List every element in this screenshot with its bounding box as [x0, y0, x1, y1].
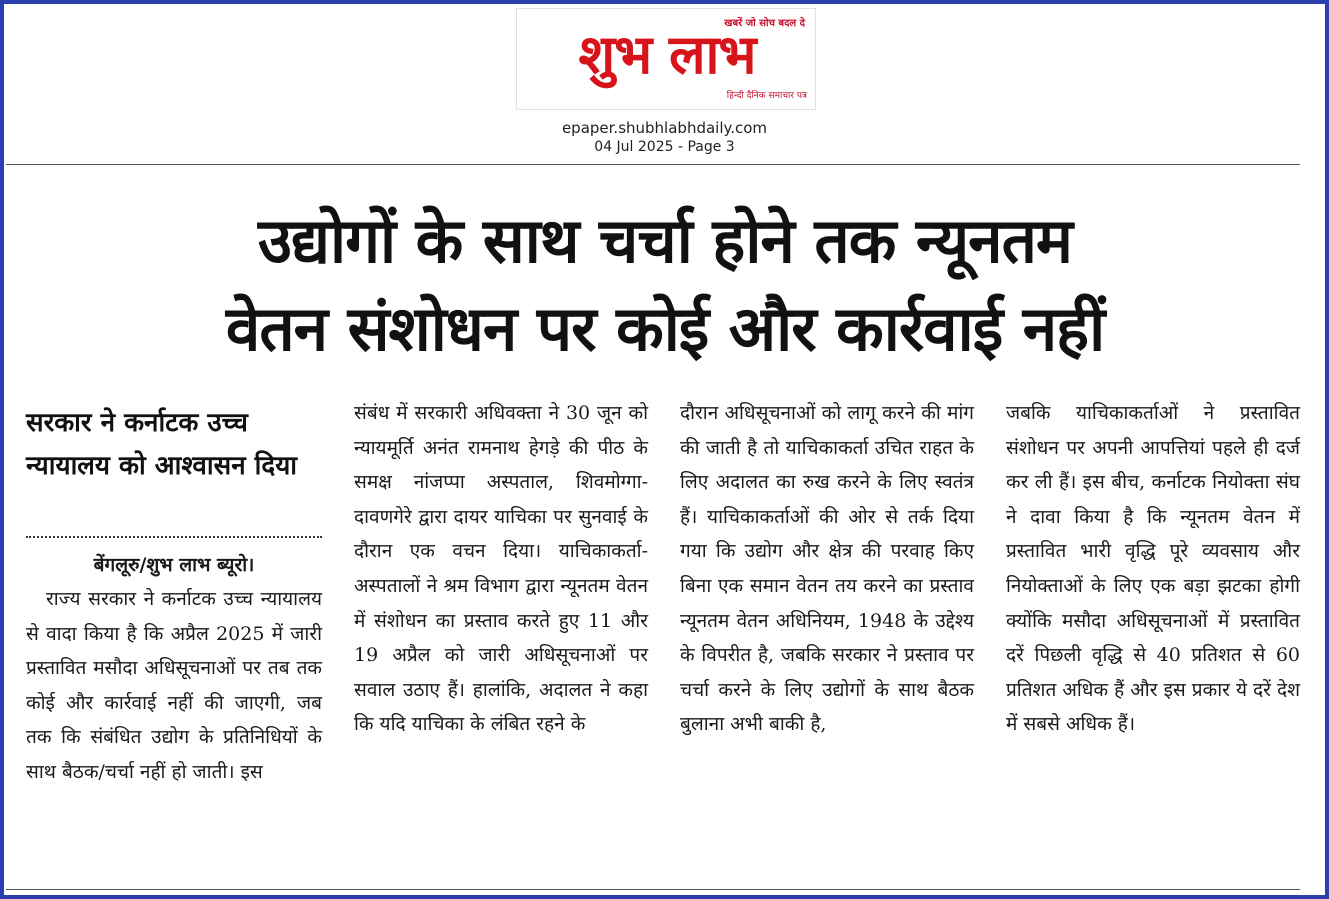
article-column-1: राज्य सरकार ने कर्नाटक उच्च न्यायालय से वादा किया है कि अप्रैल 2025 में जारी प्रस्तावित मसौदा अधिसूचनाओं पर तब तक कोई और कार्रवाई नहीं की जाएगी, जब तक कि संबंधित उद्योग के प्रतिनिधियों के साथ बैठक/चर्चा नहीं हो जाती। इस [26, 588, 322, 783]
logo-text: शुभ लाभ [578, 23, 756, 86]
top-divider [6, 164, 1300, 165]
masthead-subtitle: हिन्दी दैनिक समाचार पत्र [726, 91, 807, 101]
article-column-4: जबकि याचिकाकर्ताओं ने प्रस्तावित संशोधन पर अपनी आपत्तियां पहले ही दर्ज कर ली हैं। इस बीच, कर्नाटक नियोक्ता संघ ने दावा किया है कि न्यूनतम वेतन में प्रस्तावित भारी वृद्धि पूरे व्यवसाय और नियोक्ताओं के लिए एक बड़ा झटका होगी क्योंकि मसौदा अधिसूचनाओं में प्रस्तावित दरें पिछली वृद्धि से 40 प्रतिशत से 60 प्रतिशत अधिक हैं और इस प्रकार ये दरें देश में सबसे अधिक हैं। [1006, 402, 1300, 736]
headline-line-1: उद्योगों के साथ चर्चा होने तक न्यूनतम [258, 204, 1072, 277]
date-page: 04 Jul 2025 - Page 3 [594, 139, 735, 155]
masthead-logo[interactable] [516, 8, 816, 110]
sub-headline: सरकार ने कर्नाटक उच्च न्यायालय को आश्वासन दिया [26, 408, 298, 481]
bottom-divider [6, 889, 1300, 890]
article-column-2: संबंध में सरकारी अधिवक्ता ने 30 जून को न्यायमूर्ति अनंत रामनाथ हेगड़े की पीठ के समक्ष नांजप्पा अस्पताल, शिवमोग्गा-दावणगेरे द्वारा दायर याचिका पर सुनवाई के दौरान एक वचन दिया। याचिकाकर्ता-अस्पतालों ने श्रम विभाग द्वारा न्यूनतम वेतन में संशोधन का प्रस्ताव करते हुए 11 और 19 अप्रैल को जारी अधिसूचनाओं पर सवाल उठाए हैं। हालांकि, अदालत ने कहा कि यदि याचिका के लंबित रहने के [354, 402, 648, 736]
masthead-tagline: खबरें जो सोच बदल दे [724, 18, 805, 29]
byline: बेंगलूरु/शुभ लाभ ब्यूरो। [93, 554, 255, 576]
dotted-divider [26, 536, 322, 538]
article-column-3: दौरान अधिसूचनाओं को लागू करने की मांग की जाती है तो याचिकाकर्ता उचित राहत के लिए अदालत का रुख करने के लिए स्वतंत्र हैं। याचिकाकर्ताओं की ओर से तर्क दिया गया कि उद्योग और क्षेत्र की परवाह किए बिना एक समान वेतन तय करने का प्रस्ताव न्यूनतम वेतन अधिनियम, 1948 के उद्देश्य के विपरीत है, जबकि सरकार ने प्रस्ताव पर चर्चा करने के लिए उद्योगों के साथ बैठक बुलाना अभी बाकी है, [680, 402, 974, 736]
epaper-url[interactable]: epaper.shubhlabhdaily.com [561, 119, 768, 137]
headline-line-2: वेतन संशोधन पर कोई और कार्रवाई नहीं [225, 292, 1105, 365]
logo-wordmark [517, 23, 817, 87]
